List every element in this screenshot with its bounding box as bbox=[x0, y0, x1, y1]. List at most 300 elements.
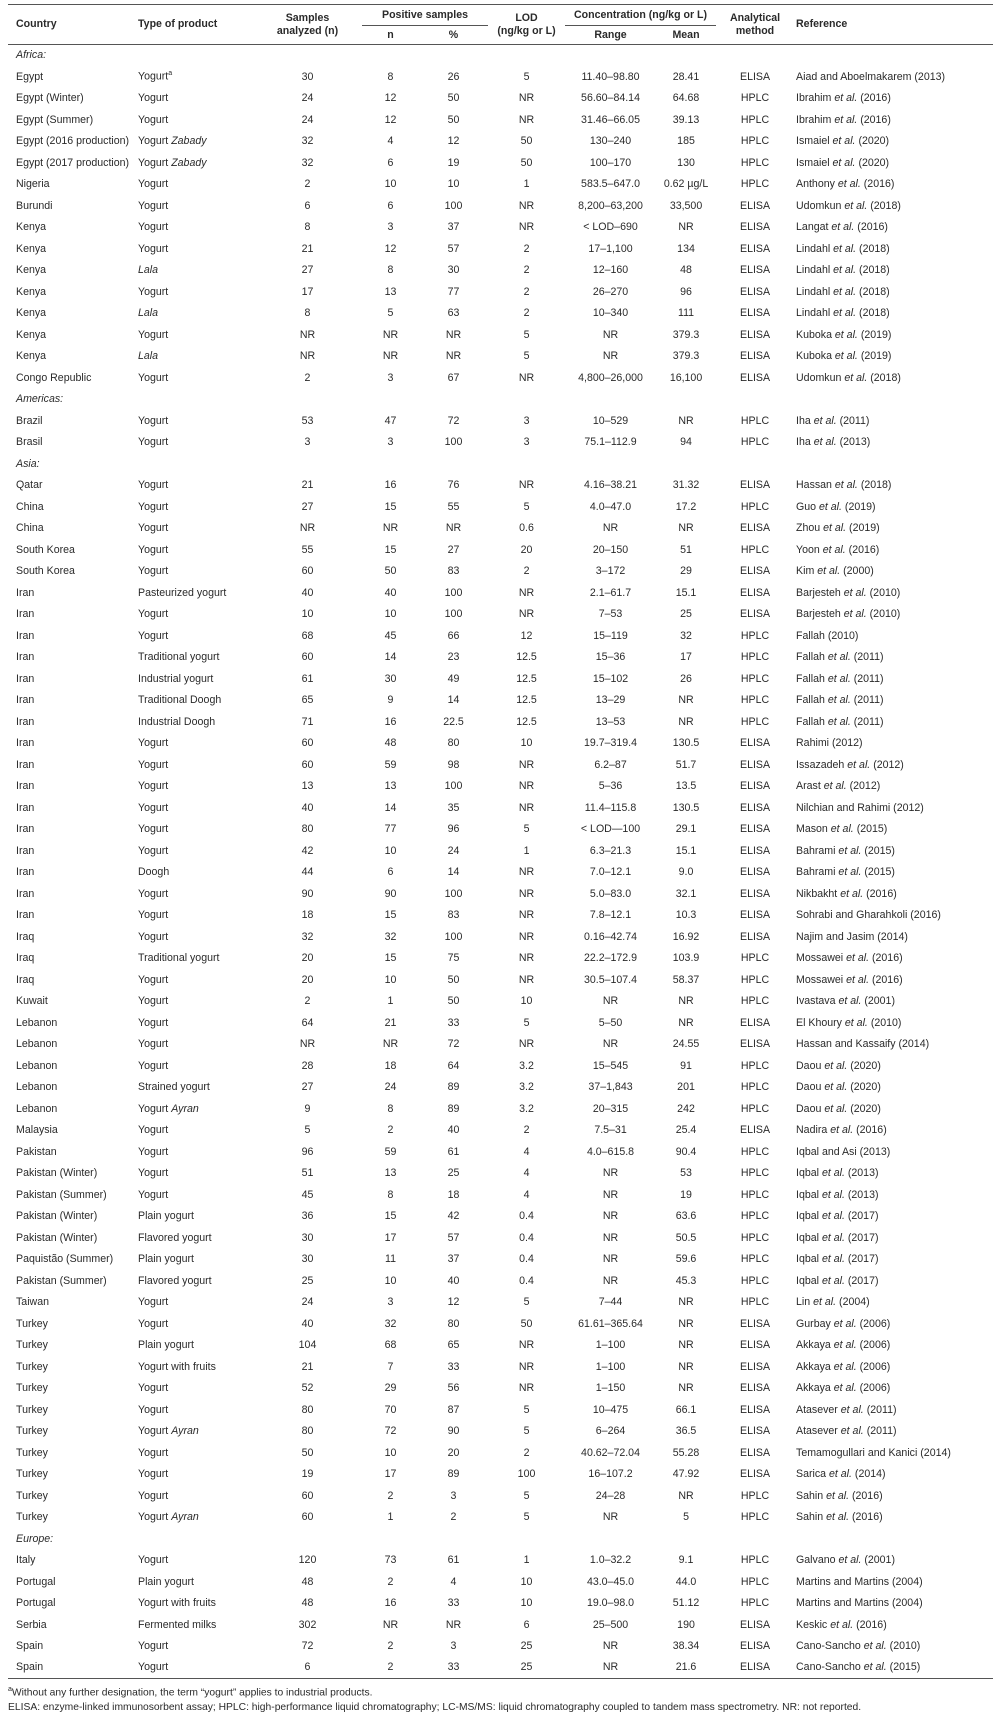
cell-method: ELISA bbox=[740, 866, 771, 879]
cell-reference-text: et al. bbox=[833, 1339, 857, 1352]
cell-samples: 60 bbox=[301, 758, 314, 771]
cell-mean: 0.62 µg/L bbox=[663, 178, 709, 191]
table-row bbox=[8, 131, 993, 153]
cell-reference bbox=[794, 711, 993, 733]
cell-mean: 48 bbox=[680, 264, 692, 277]
cell-range: 10–340 bbox=[592, 307, 629, 320]
cell-positive-pct: 64 bbox=[447, 1059, 460, 1072]
cell-lod: 50 bbox=[520, 1317, 533, 1330]
cell-product-text: Yogurt bbox=[138, 178, 169, 191]
cell-product bbox=[136, 217, 253, 239]
cell-product-text: Industrial yogurt bbox=[138, 672, 214, 685]
cell-method: HPLC bbox=[740, 1081, 770, 1094]
cell-mean: 17.2 bbox=[675, 500, 697, 513]
cell-samples: 60 bbox=[301, 1511, 314, 1524]
cell-reference-text: (2019) bbox=[841, 500, 876, 513]
cell-mean: 16,100 bbox=[669, 371, 703, 384]
cell-method: ELISA bbox=[740, 328, 771, 341]
table-row bbox=[8, 561, 993, 583]
table-row bbox=[8, 668, 993, 690]
cell-range: 6.3–21.3 bbox=[589, 844, 632, 857]
table-row bbox=[8, 604, 993, 626]
cell-reference-text: (2018) bbox=[857, 479, 892, 492]
cell-country: Turkey bbox=[16, 1511, 48, 1524]
cell-mean: 190 bbox=[677, 1618, 695, 1631]
cell-positive-pct: 87 bbox=[447, 1403, 460, 1416]
cell-positive-pct: 96 bbox=[447, 823, 460, 836]
cell-reference bbox=[794, 1442, 993, 1464]
cell-method: HPLC bbox=[740, 543, 770, 556]
cell-reference-text: et al. bbox=[833, 1317, 857, 1330]
cell-lod: NR bbox=[518, 930, 535, 943]
cell-mean: 26 bbox=[680, 672, 692, 685]
cell-range: 20–150 bbox=[592, 543, 629, 556]
cell-reference-text: Iqbal bbox=[796, 1231, 822, 1244]
cell-range: 1–100 bbox=[595, 1360, 626, 1373]
cell-range: 1–100 bbox=[595, 1339, 626, 1352]
cell-positive-pct: 100 bbox=[444, 780, 463, 793]
cell-mean: NR bbox=[678, 995, 694, 1008]
table-row bbox=[8, 1055, 993, 1077]
cell-positive-n: 15 bbox=[384, 500, 397, 513]
cell-samples: 65 bbox=[301, 694, 314, 707]
cell-samples: 120 bbox=[298, 1554, 317, 1567]
cell-reference-text: et al. bbox=[824, 1081, 848, 1094]
cell-reference-text: (2015) bbox=[886, 1661, 921, 1674]
cell-reference-text: (2018) bbox=[856, 307, 890, 320]
cell-method: HPLC bbox=[740, 672, 770, 685]
cell-lod: 12.5 bbox=[516, 715, 537, 728]
cell-positive-n: 13 bbox=[384, 1167, 397, 1180]
cell-positive-n: 10 bbox=[384, 608, 397, 621]
cell-reference bbox=[794, 109, 993, 131]
cell-range: 12–160 bbox=[592, 264, 629, 277]
cell-reference-text: (2018) bbox=[856, 285, 890, 298]
cell-reference bbox=[794, 66, 993, 88]
cell-positive-pct: 72 bbox=[447, 414, 460, 427]
cell-range: 4,800–26,000 bbox=[578, 371, 643, 384]
table-row bbox=[8, 819, 993, 841]
cell-reference bbox=[794, 1077, 993, 1099]
cell-range: 61.61–365.64 bbox=[578, 1317, 643, 1330]
cell-product-text: Yogurt bbox=[138, 1425, 172, 1438]
cell-samples: 71 bbox=[301, 715, 314, 728]
cell-range: 4.16–38.21 bbox=[584, 479, 638, 492]
region-row bbox=[8, 453, 993, 475]
cell-product bbox=[136, 862, 253, 884]
header-lod bbox=[488, 5, 565, 45]
table-row bbox=[8, 152, 993, 174]
cell-product bbox=[136, 324, 253, 346]
cell-method: ELISA bbox=[740, 1339, 771, 1352]
cell-product bbox=[136, 561, 253, 583]
cell-product bbox=[136, 346, 253, 368]
cell-country: Lebanon bbox=[16, 1059, 58, 1072]
cell-country: Kenya bbox=[16, 221, 47, 234]
cell-positive-n: 8 bbox=[387, 264, 394, 277]
cell-positive-pct: 66 bbox=[447, 629, 460, 642]
cell-positive-n: 4 bbox=[387, 135, 394, 148]
cell-product-text: Yogurt bbox=[138, 221, 169, 234]
header-range: Range bbox=[594, 28, 627, 41]
cell-positive-pct: 57 bbox=[447, 1231, 460, 1244]
cell-reference bbox=[794, 1593, 993, 1615]
cell-reference-text: Bahrami bbox=[796, 866, 839, 879]
cell-reference-text: Zhou bbox=[796, 522, 824, 535]
cell-range: 1.0–32.2 bbox=[589, 1554, 632, 1567]
cell-product bbox=[136, 88, 253, 110]
cell-samples: 32 bbox=[301, 156, 314, 169]
cell-positive-n: 10 bbox=[384, 1446, 397, 1459]
cell-mean: 5 bbox=[683, 1511, 689, 1524]
table-row bbox=[8, 195, 993, 217]
cell-country: Iran bbox=[16, 629, 35, 642]
cell-product-text: Yogurt bbox=[138, 801, 169, 814]
cell-positive-pct: NR bbox=[445, 350, 462, 363]
cell-mean: 90.4 bbox=[675, 1145, 697, 1158]
header-method-line2: method bbox=[735, 24, 775, 37]
cell-method: ELISA bbox=[740, 1124, 771, 1137]
cell-range: NR bbox=[602, 1038, 619, 1051]
cell-product-text: Yogurt bbox=[138, 1102, 172, 1115]
cell-method: ELISA bbox=[740, 1403, 771, 1416]
cell-method: HPLC bbox=[740, 1554, 770, 1567]
cell-reference-text: et al. bbox=[819, 500, 842, 513]
cell-reference-text: (2016) bbox=[853, 1124, 887, 1137]
cell-country: Turkey bbox=[16, 1468, 48, 1481]
cell-positive-n: 18 bbox=[384, 1059, 397, 1072]
cell-mean: 201 bbox=[677, 1081, 695, 1094]
cell-mean: 33,500 bbox=[669, 199, 703, 212]
aflatoxin-yogurt-table-page bbox=[8, 4, 993, 1715]
cell-range: 25–500 bbox=[592, 1618, 629, 1631]
cell-reference-text: (2017) bbox=[844, 1274, 879, 1287]
cell-product-text: Industrial Doogh bbox=[138, 715, 216, 728]
cell-range: 30.5–107.4 bbox=[584, 973, 638, 986]
cell-product-text: Yogurt bbox=[138, 1317, 169, 1330]
cell-reference bbox=[794, 1378, 993, 1400]
cell-mean: NR bbox=[678, 1296, 694, 1309]
cell-product-text: Zabady bbox=[171, 135, 207, 148]
cell-reference-text: Atasever bbox=[796, 1425, 841, 1438]
cell-country: Iran bbox=[16, 694, 35, 707]
cell-reference-text: et al. bbox=[826, 1511, 850, 1524]
table-row bbox=[8, 88, 993, 110]
cell-method: ELISA bbox=[740, 565, 771, 578]
cell-product-text: Plain yogurt bbox=[138, 1253, 194, 1266]
cell-positive-pct: 12 bbox=[447, 1296, 460, 1309]
cell-country: Pakistan (Summer) bbox=[16, 1274, 107, 1287]
cell-positive-pct: 76 bbox=[447, 479, 460, 492]
cell-reference bbox=[794, 1636, 993, 1658]
cell-product-text: Yogurt bbox=[138, 887, 169, 900]
cell-product bbox=[136, 152, 253, 174]
cell-samples: 21 bbox=[301, 1360, 314, 1373]
cell-product bbox=[136, 1356, 253, 1378]
cell-range: 22.2–172.9 bbox=[584, 952, 638, 965]
cell-product bbox=[136, 1184, 253, 1206]
table-row bbox=[8, 303, 993, 325]
cell-range: 7.8–12.1 bbox=[589, 909, 632, 922]
header-method-line1: Analytical bbox=[730, 12, 781, 25]
cell-reference bbox=[794, 733, 993, 755]
cell-reference-text: et al. bbox=[843, 608, 867, 621]
cell-reference-text: Barjesteh bbox=[796, 608, 844, 621]
cell-country: Iran bbox=[16, 586, 35, 599]
cell-positive-pct: 65 bbox=[447, 1339, 460, 1352]
cell-mean: NR bbox=[678, 522, 694, 535]
cell-positive-pct: 33 bbox=[419, 1657, 488, 1679]
cell-range: 15–119 bbox=[593, 629, 628, 642]
cell-positive-n: 24 bbox=[384, 1081, 397, 1094]
cell-product bbox=[136, 1614, 253, 1636]
cell-mean: 38.34 bbox=[672, 1640, 700, 1653]
cell-samples: 2 bbox=[304, 995, 311, 1008]
cell-reference-text: Daou bbox=[796, 1081, 825, 1094]
header-positive-n: n bbox=[387, 28, 394, 41]
cell-positive-n: 10 bbox=[384, 844, 397, 857]
cell-mean: 111 bbox=[677, 307, 695, 320]
cell-mean: 15.1 bbox=[675, 844, 697, 857]
cell-samples: 21 bbox=[301, 479, 314, 492]
cell-samples: 44 bbox=[301, 866, 314, 879]
cell-lod: 3.2 bbox=[519, 1081, 534, 1094]
cell-positive-pct: 89 bbox=[447, 1468, 460, 1481]
cell-range: NR bbox=[602, 1274, 619, 1287]
cell-range: 26–270 bbox=[592, 285, 629, 298]
cell-lod: 0.4 bbox=[519, 1253, 534, 1266]
cell-reference-text: et al. bbox=[817, 565, 841, 578]
cell-country: Italy bbox=[16, 1554, 36, 1567]
cell-country: Iran bbox=[16, 844, 35, 857]
table-row bbox=[8, 905, 993, 927]
cell-positive-pct: 50 bbox=[447, 92, 460, 105]
cell-reference-text: et al. bbox=[823, 522, 847, 535]
cell-reference-text: (2010) bbox=[866, 586, 901, 599]
cell-range: 13–29 bbox=[595, 694, 626, 707]
cell-reference-text: et al. bbox=[821, 1167, 845, 1180]
cell-mean: NR bbox=[678, 1317, 694, 1330]
cell-samples: 30 bbox=[301, 1231, 314, 1244]
cell-mean: 58.37 bbox=[672, 973, 700, 986]
table-row bbox=[8, 711, 993, 733]
cell-country: Iraq bbox=[16, 973, 35, 986]
cell-reference-text: Daou bbox=[796, 1102, 825, 1115]
cell-lod: 0.4 bbox=[519, 1231, 534, 1244]
cell-reference-text: et al. bbox=[843, 586, 867, 599]
cell-samples: 3 bbox=[304, 436, 311, 449]
cell-positive-pct: 49 bbox=[447, 672, 460, 685]
table-row bbox=[8, 1206, 993, 1228]
cell-reference-text: Galvano bbox=[796, 1554, 839, 1567]
header-samples-line1: Samples bbox=[285, 12, 330, 25]
cell-country: Iran bbox=[16, 909, 35, 922]
cell-positive-n: 2 bbox=[362, 1657, 419, 1679]
cell-positive-n: 68 bbox=[384, 1339, 397, 1352]
cell-method: ELISA bbox=[740, 350, 771, 363]
cell-reference bbox=[794, 1120, 993, 1142]
cell-range: 4.0–47.0 bbox=[589, 500, 632, 513]
cell-reference-text: Iqbal bbox=[796, 1210, 822, 1223]
cell-method: ELISA bbox=[740, 522, 771, 535]
cell-lod: NR bbox=[518, 479, 535, 492]
cell-reference bbox=[794, 1313, 993, 1335]
cell-product bbox=[136, 475, 253, 497]
cell-reference-text: (2017) bbox=[844, 1231, 879, 1244]
table-row bbox=[8, 625, 993, 647]
cell-method: HPLC bbox=[740, 178, 770, 191]
cell-product bbox=[136, 582, 253, 604]
cell-product bbox=[136, 776, 253, 798]
cell-lod: 0.4 bbox=[519, 1274, 534, 1287]
cell-mean: 39.13 bbox=[672, 113, 700, 126]
cell-reference-text: et al. bbox=[830, 1618, 854, 1631]
table-row bbox=[8, 1184, 993, 1206]
cell-country: Spain bbox=[16, 1640, 44, 1653]
cell-reference bbox=[794, 1227, 993, 1249]
cell-samples: 104 bbox=[298, 1339, 317, 1352]
cell-reference-text: Iqbal and Asi (2013) bbox=[796, 1145, 891, 1158]
cell-country: Brazil bbox=[16, 414, 43, 427]
table-row bbox=[8, 754, 993, 776]
cell-reference bbox=[794, 518, 993, 540]
cell-range: 6–264 bbox=[595, 1425, 626, 1438]
cell-method: ELISA bbox=[740, 371, 771, 384]
cell-reference bbox=[794, 238, 993, 260]
cell-positive-n: 2 bbox=[387, 1124, 394, 1137]
cell-positive-pct: 19 bbox=[447, 156, 460, 169]
cell-positive-pct: 50 bbox=[447, 995, 460, 1008]
cell-product bbox=[136, 711, 253, 733]
cell-product-text: Doogh bbox=[138, 866, 170, 879]
cell-reference bbox=[794, 883, 993, 905]
table-row bbox=[8, 1249, 993, 1271]
cell-product-text: Yogurt bbox=[138, 1446, 169, 1459]
cell-positive-pct: 80 bbox=[447, 737, 460, 750]
cell-positive-n: NR bbox=[382, 328, 399, 341]
cell-country: Pakistan (Summer) bbox=[16, 1188, 107, 1201]
cell-range: 100–170 bbox=[589, 156, 632, 169]
cell-samples: 40 bbox=[301, 801, 314, 814]
cell-product bbox=[136, 926, 253, 948]
cell-country: Lebanon bbox=[16, 1016, 58, 1029]
table-row bbox=[8, 733, 993, 755]
cell-reference-text: (2001) bbox=[861, 1554, 895, 1567]
cell-reference-text: (2004) bbox=[836, 1296, 870, 1309]
cell-reference bbox=[794, 324, 993, 346]
cell-product bbox=[136, 1593, 253, 1615]
cell-reference-text: et al. bbox=[813, 1296, 837, 1309]
cell-method: ELISA bbox=[740, 844, 771, 857]
cell-reference-text: et al. bbox=[821, 1274, 845, 1287]
cell-product-text: Yogurt bbox=[138, 1188, 169, 1201]
cell-product-text: Yogurt bbox=[138, 92, 169, 105]
header-country: Country bbox=[16, 18, 57, 31]
table-row bbox=[8, 174, 993, 196]
cell-lod: NR bbox=[518, 1360, 535, 1373]
cell-positive-pct: 37 bbox=[447, 221, 460, 234]
cell-positive-pct: 37 bbox=[447, 1253, 460, 1266]
cell-range: NR bbox=[602, 350, 619, 363]
cell-product-text: Yogurt bbox=[138, 479, 169, 492]
cell-reference bbox=[794, 131, 993, 153]
cell-product-text: Yogurt bbox=[138, 543, 169, 556]
cell-reference bbox=[794, 367, 993, 389]
table-row bbox=[8, 797, 993, 819]
cell-product-text: Yogurt bbox=[138, 156, 172, 169]
cell-country: Kuwait bbox=[16, 995, 48, 1008]
cell-product bbox=[136, 1442, 253, 1464]
cell-country: Kenya bbox=[16, 264, 47, 277]
cell-samples: 61 bbox=[301, 672, 314, 685]
region-label: Americas: bbox=[16, 393, 64, 406]
cell-reference-text: (2016) bbox=[863, 887, 897, 900]
cell-positive-n: 10 bbox=[384, 973, 397, 986]
cell-range: NR bbox=[602, 1167, 619, 1180]
cell-lod: NR bbox=[518, 801, 535, 814]
cell-mean: 29 bbox=[680, 565, 692, 578]
cell-reference-text: et al. bbox=[846, 973, 870, 986]
table-row bbox=[8, 1614, 993, 1636]
cell-samples: 80 bbox=[301, 823, 314, 836]
cell-country: Kenya bbox=[16, 350, 47, 363]
cell-reference bbox=[794, 1614, 993, 1636]
cell-reference-text: (2012) bbox=[870, 758, 904, 771]
cell-lod: 2 bbox=[523, 242, 530, 255]
cell-samples: 32 bbox=[301, 930, 314, 943]
cell-positive-n: NR bbox=[382, 522, 399, 535]
table-row bbox=[8, 475, 993, 497]
table-row bbox=[8, 1141, 993, 1163]
cell-samples: 302 bbox=[298, 1618, 317, 1631]
cell-reference bbox=[794, 840, 993, 862]
cell-mean: 28.41 bbox=[672, 70, 700, 83]
cell-method: ELISA bbox=[740, 1382, 771, 1395]
cell-reference bbox=[794, 1098, 993, 1120]
cell-range: NR bbox=[602, 522, 619, 535]
cell-product bbox=[136, 754, 253, 776]
cell-mean: 50.5 bbox=[675, 1231, 697, 1244]
cell-reference-text: et al. bbox=[838, 1554, 862, 1567]
cell-positive-pct: 25 bbox=[447, 1167, 460, 1180]
cell-samples: 72 bbox=[301, 1640, 314, 1653]
cell-method: HPLC bbox=[740, 694, 770, 707]
cell-positive-pct: 72 bbox=[447, 1038, 460, 1051]
cell-product-text: Yogurt bbox=[138, 199, 169, 212]
cell-method: HPLC bbox=[740, 651, 770, 664]
cell-range: 5.0–83.0 bbox=[589, 887, 632, 900]
cell-reference bbox=[794, 1270, 993, 1292]
cell-country: Iran bbox=[16, 608, 35, 621]
cell-mean: 51.12 bbox=[672, 1597, 700, 1610]
cell-country: Congo Republic bbox=[16, 371, 92, 384]
data-table bbox=[8, 4, 993, 1679]
cell-reference-text: Kuboka bbox=[796, 328, 835, 341]
cell-samples: 8 bbox=[304, 221, 311, 234]
header-samples-line2: analyzed (n) bbox=[276, 24, 339, 37]
cell-reference-text: Iha bbox=[796, 436, 814, 449]
cell-positive-n: 30 bbox=[384, 672, 397, 685]
cell-samples: 50 bbox=[301, 1446, 314, 1459]
cell-lod: 4 bbox=[523, 1188, 530, 1201]
cell-reference-text: et al. bbox=[844, 199, 868, 212]
cell-lod: 6 bbox=[523, 1618, 530, 1631]
cell-product bbox=[136, 948, 253, 970]
cell-product-text: Lala bbox=[138, 350, 159, 363]
cell-reference-text: (2019) bbox=[846, 522, 880, 535]
cell-reference-text: et al. bbox=[840, 1403, 864, 1416]
cell-positive-n: 12 bbox=[384, 113, 397, 126]
